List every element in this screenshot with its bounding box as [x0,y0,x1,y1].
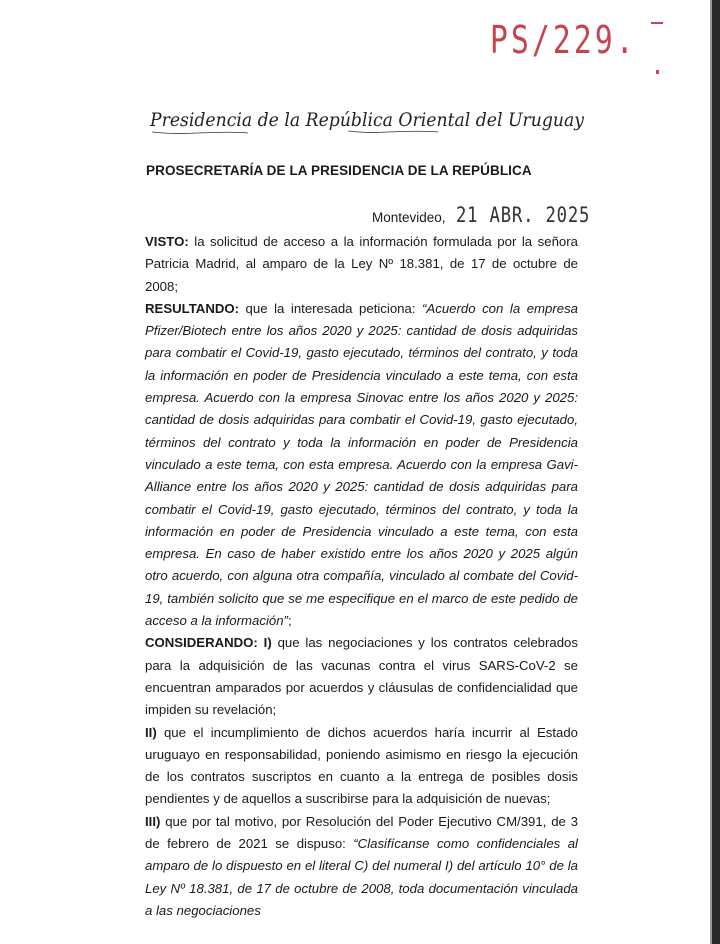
considerando-iii-number: III) [145,813,161,829]
considerando-i-text: que las negociaciones y los contratos celebrados para la adquisición de las vacunas contra el virus SARS-CoV-2 se encuentran amparados por acuerdos y cláusulas de confidencialidad que impiden su revelación; [145,635,578,718]
considerando-i-paragraph [145,632,578,721]
stamp-mark [656,70,659,74]
considerando-ii-text: que el incumplimiento de dichos acuerdos haría incurrir al Estado uruguayo en responsabilidad, poniendo asimismo en riesgo la ejecución de los contratos suscriptos en cuanto a la entrega de posibles dosis pendientes y de aquellos a suscribirse para la adquisición de nuevas; [145,724,578,807]
scan-border-shadow [710,0,712,944]
visto-label: VISTO: [145,234,189,249]
resultando-tail: ; [287,613,292,629]
resultando-paragraph [145,298,578,632]
letterhead-script-logo [148,100,588,140]
considerando-iii-paragraph [145,811,578,922]
visto-paragraph [145,231,578,298]
considerando-iii-text: que por tal motivo, por Resolución del Poder Ejecutivo CM/391, de 3 de febrero de 2021 se dispuso: [145,813,578,852]
considerando-ii-number: II) [145,724,157,740]
date-stamp: 21 ABR. 2025 [456,203,591,227]
resultando-lead: que la interesada peticiona: [239,300,423,316]
considerando-i-number: I) [257,635,272,651]
document-body [145,231,578,922]
visto-text: la solicitud de acceso a la información formulada por la señora Patricia Madrid, al amparo de la Ley Nº 18.381, de 17 de octubre de 2008; [145,234,578,294]
resultando-label: RESULTANDO: [145,300,240,316]
registry-stamp: PS/229. [490,18,637,62]
stamp-mark [651,22,663,24]
date-line [372,203,620,227]
resultando-quote: “Acuerdo con la empresa Pfizer/Biotech entre los años 2020 y 2025: cantidad de dosis adquiridas para combatir el Covid-19, gasto ejecutado, términos del contrato, y toda la información en poder de Presidencia vinculado a este tema, con esta empresa. Acuerdo con la empresa Sinovac entre los años 2020 y 2025: cantidad de dosis adquiridas para combatir el Covid-19, gasto ejecutado, términos del contrato y toda la información en poder de Presidencia vinculado a este tema, con esta empresa. Acuerdo con la empresa Gavi-Alliance entre los años 2020 y 2025: cantidad de dosis adquiridas para combatir el Covid-19, gasto ejecutado, términos del contrato, y toda la información en poder de Presidencia vinculado a este tema, con esta empresa. En caso de haber existido entre los años 2020 y 2025 algún otro acuerdo, con alguna otra compañía, vinculado al combate del Covid-19, también solicito que se me especifique en el marco de este pedido de acceso a la información” [145,300,578,629]
scan-border [712,0,720,944]
letterhead [148,100,588,140]
considerando-iii-quote: “Clasifícanse como confidenciales al amparo de lo dispuesto en el literal C) del numeral I) del artículo 10° de la Ley Nº 18.381, de 17 de octubre de 2008, toda documentación vinculada a las negociaciones [145,836,578,918]
considerando-label: CONSIDERANDO: [145,635,258,651]
considerando-ii-paragraph [145,722,578,811]
letterhead-title: Presidencia de la República Oriental del Uruguay [149,109,585,131]
date-city: Montevideo, [372,210,446,225]
department-heading: PROSECRETARÍA DE LA PRESIDENCIA DE LA REPÚBLICA [146,163,532,178]
